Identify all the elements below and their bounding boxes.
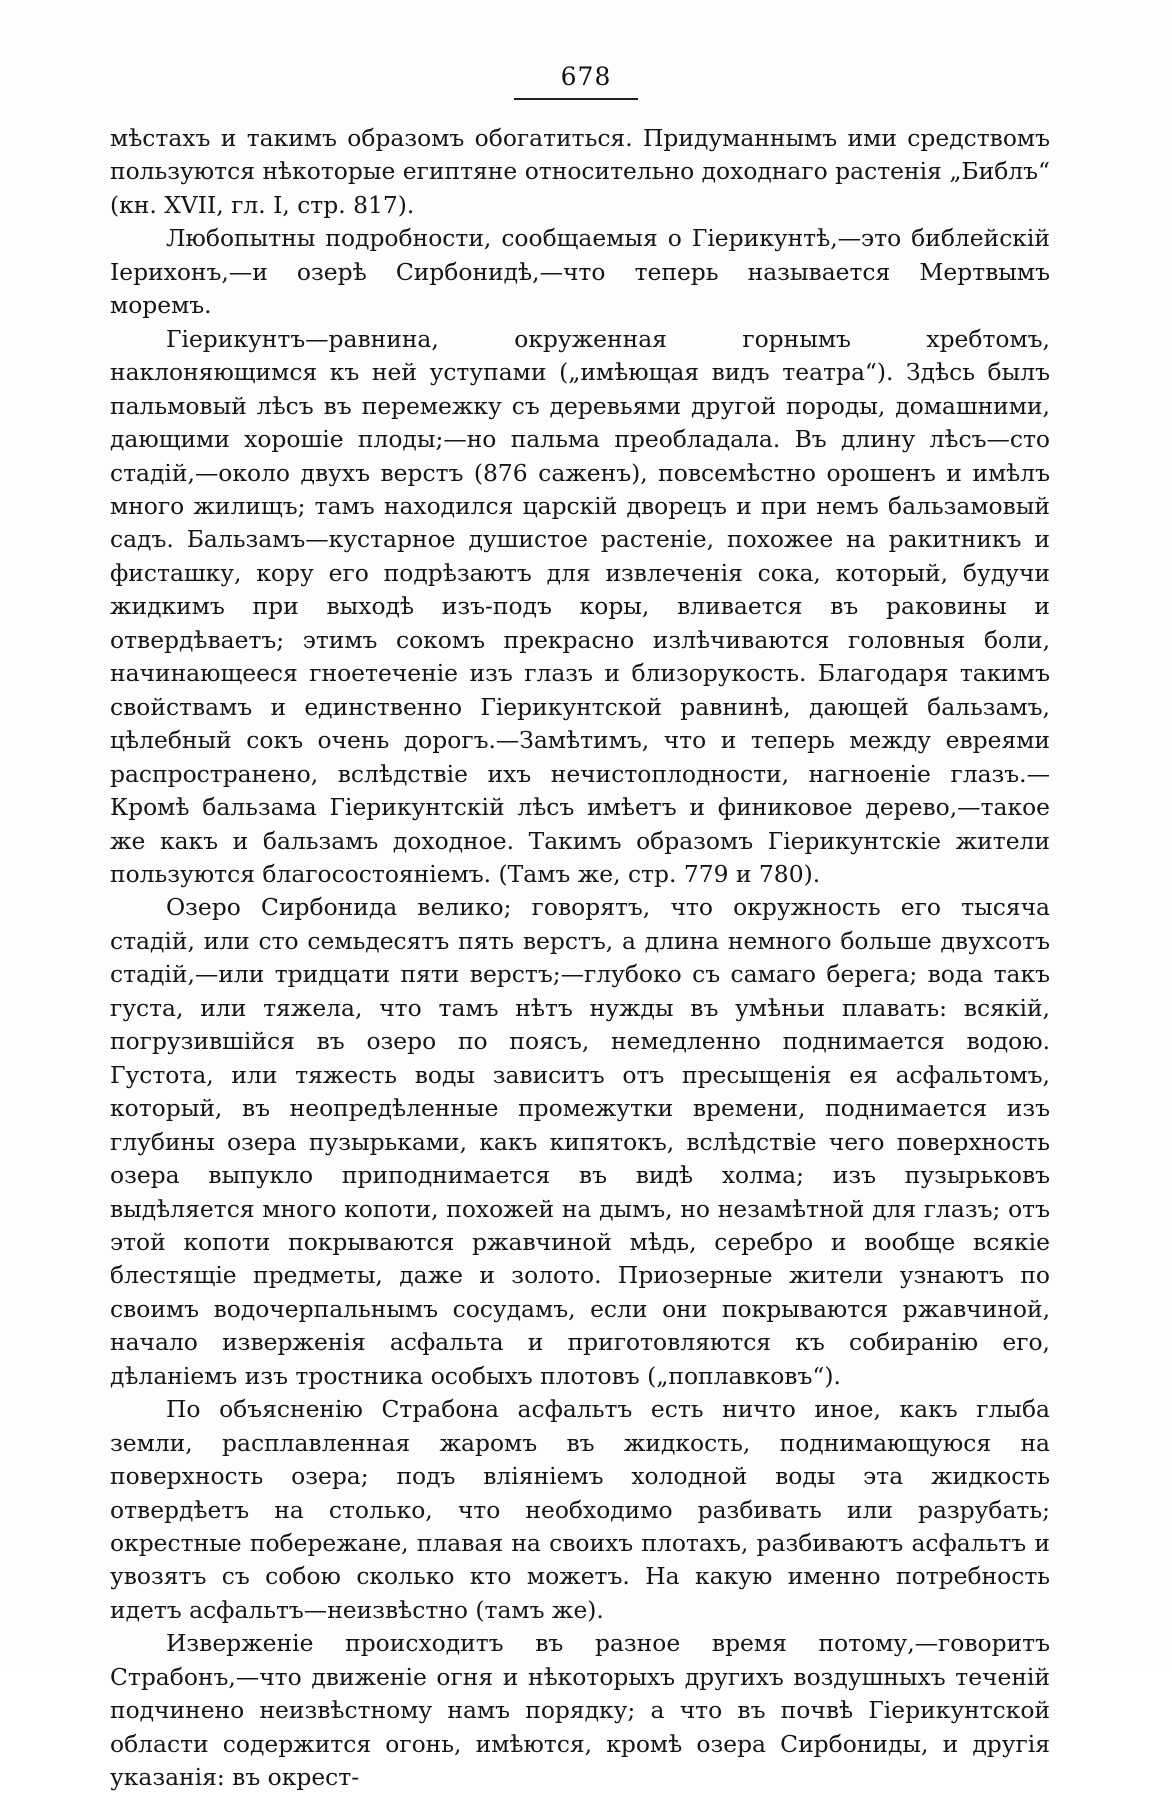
paragraph-hierikunt-plain: Гіерикунтъ—равнина, окруженная горнымъ хребтомъ, наклоняющимся къ ней уступами („имѣющая видъ театра“). Здѣсь былъ пальмовый лѣсъ въ перемежку съ деревьями другой породы, домашними, дающими хорошіе плоды;—но пальма преобладала. Въ длину лѣсъ—сто стадій,—около двухъ верстъ (876 саженъ), повсемѣстно орошенъ и имѣлъ много жилищъ; тамъ находился царскій дворецъ и при немъ бальзамовый садъ. Бальзамъ—кустарное душистое растеніе, похожее на ракитникъ и фисташку, кору его подрѣзаютъ для извлеченія сока, который, будучи жидкимъ при выходѣ изъ-подъ коры, вливается въ раковины и отвердѣваетъ; этимъ сокомъ прекрасно излѣчиваются головныя боли, начинающееся гноетеченіе изъ глазъ и близорукость. Благодаря такимъ свойствамъ и единственно Гіерикунтской равнинѣ, дающей бальзамъ, цѣлебный сокъ очень дорогъ.—Замѣтимъ, что и теперь между евреями распространено, вслѣдствіе ихъ нечистоплодности, нагноеніе глазъ.—Кромѣ бальзама Гіерикунтскій лѣсъ имѣетъ и финиковое дерево,—такое же какъ и бальзамъ доходное. Такимъ образомъ Гіерикунтскіе жители пользуются благосостояніемъ. (Тамъ же, стр. 779 и 780). xyxy=(110,324,1050,888)
page-body xyxy=(110,122,1050,1795)
page-number-rule xyxy=(514,98,638,100)
page-number: 678 xyxy=(560,62,612,91)
paragraph-sirbonis-lake: Озеро Сирбонида велико; говорятъ, что окружность его тысяча стадій, или сто семьдесятъ пять верстъ, а длина немного больше двухсотъ стадій,—или тридцати пяти верстъ;—глубоко съ самаго берега; вода такъ густа, или тяжела, что тамъ нѣтъ нужды въ умѣньи плавать: всякій, погрузившійся въ озеро по поясъ, немедленно поднимается водою. Густота, или тяжесть воды зависитъ отъ пресыщенія ея асфальтомъ, который, въ неопредѣленные промежутки времени, поднимается изъ глубины озера пузырьками, какъ кипятокъ, вслѣдствіе чего поверхность озера выпукло приподнимается въ видѣ холма; изъ пузырьковъ выдѣляется много копоти, похожей на дымъ, но незамѣтной для глазъ; отъ этой копоти покрываются ржавчиной мѣдь, серебро и вообще всякіе блестящіе предметы, даже и золото. Приозерные жители узнаютъ по своимъ водочерпальнымъ сосудамъ, если они покрываются ржавчиной, начало изверженія асфальта и приготовляются къ собиранію его, дѣланіемъ изъ тростника особыхъ плотовъ („поплавковъ“). xyxy=(110,893,1050,1390)
paragraph-eruption: Изверженіе происходитъ въ разное время потому,—говоритъ Страбонъ,—что движеніе огня и нѣкоторыхъ другихъ воздушныхъ теченій подчинено неизвѣстному намъ порядку; а что въ почвѣ Гіерикунтской области содержится огонь, имѣются, кромѣ озера Сирбониды, и другія указанія: въ окрест- xyxy=(110,1629,1050,1792)
paragraph-hierikunt-intro: Любопытны подробности, сообщаемыя о Гіерикунтѣ,—это библейскій Іерихонъ,—и озерѣ Сирбонидѣ,—что теперь называется Мертвымъ моремъ. xyxy=(110,224,1050,320)
paragraph-asphalt-explanation: По объясненію Страбона асфальтъ есть ничто иное, какъ глыба земли, расплавленная жаромъ въ жидкость, поднимающуюся на поверхность озера; подъ вліяніемъ холодной воды эта жидкость отвердѣетъ на столько, что необходимо разбивать или разрубать; окрестные побережане, плавая на своихъ плотахъ, разбиваютъ асфальтъ и увозятъ съ собою сколько кто можетъ. На какую именно потребность идетъ асфальтъ—неизвѣстно (тамъ же). xyxy=(110,1395,1050,1624)
paragraph-continuation: мѣстахъ и такимъ образомъ обогатиться. Придуманнымъ ими средствомъ пользуются нѣкоторые египтяне относительно доходнаго растенія „Библъ“ (кн. XVII, гл. I, стр. 817). xyxy=(110,124,1050,219)
